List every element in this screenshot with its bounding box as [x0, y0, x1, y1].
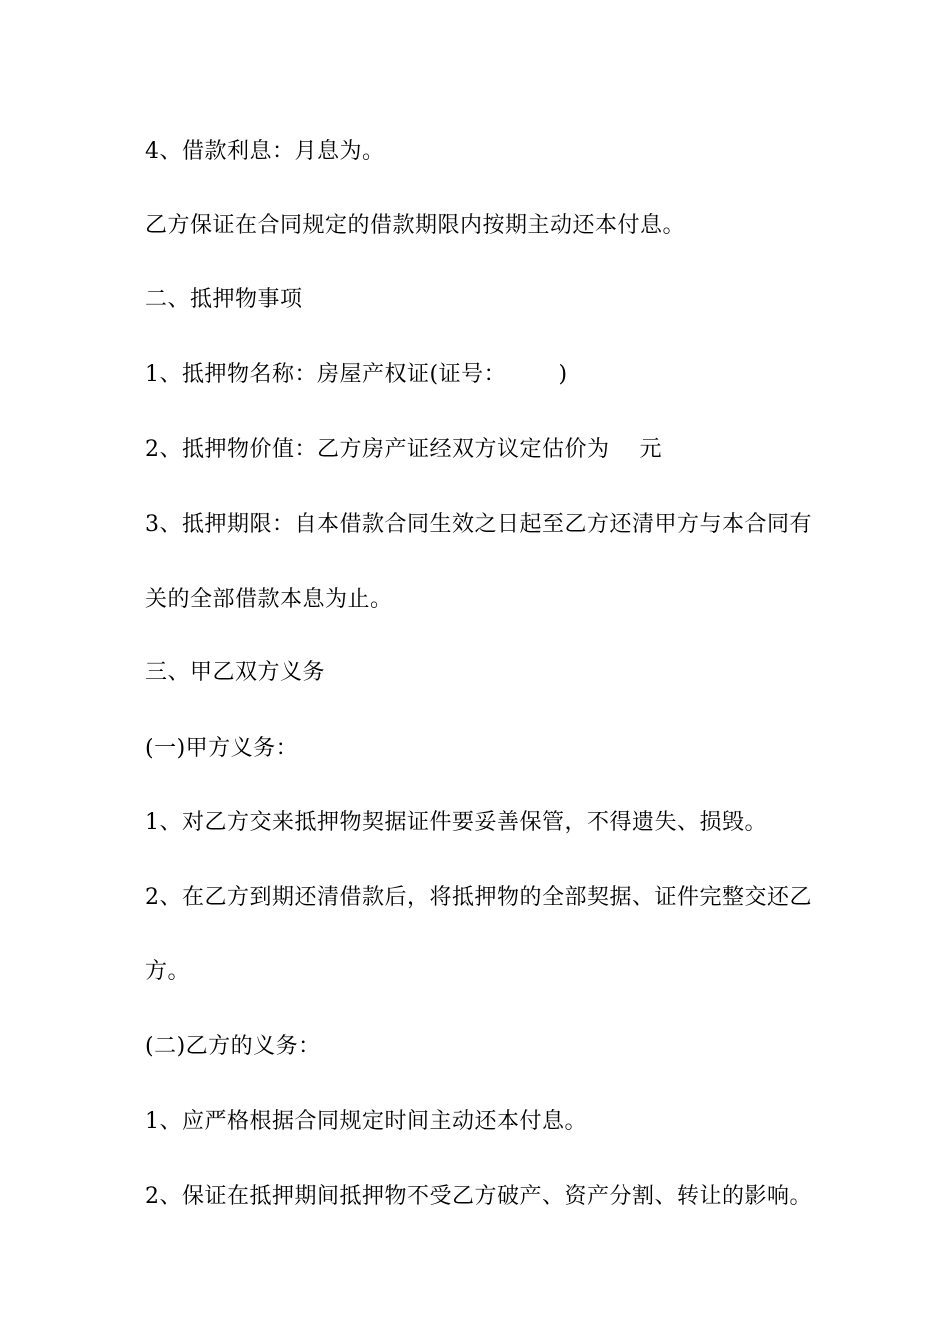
- section-heading-obligations: 三、甲乙双方义务: [145, 660, 326, 685]
- clause-party-b-guarantee: 2、保证在抵押期间抵押物不受乙方破产、资产分割、转让的影响。: [145, 1184, 812, 1209]
- clause-mortgage-term: 3、抵押期限：自本借款合同生效之日起至乙方还清甲方与本合同有: [145, 512, 812, 537]
- clause-interest: 4、借款利息：月息为。: [145, 139, 385, 164]
- subsection-heading-party-a: (一)甲方义务：: [145, 736, 299, 761]
- section-heading-collateral: 二、抵押物事项: [145, 287, 303, 312]
- clause-repayment-guarantee: 乙方保证在合同规定的借款期限内按期主动还本付息。: [145, 213, 686, 238]
- clause-party-a-return-continued: 方。: [145, 959, 191, 984]
- clause-party-a-safekeeping: 1、对乙方交来抵押物契据证件要妥善保管，不得遗失、损毁。: [145, 810, 767, 835]
- clause-party-a-return: 2、在乙方到期还清借款后，将抵押物的全部契据、证件完整交还乙: [145, 885, 812, 910]
- clause-party-b-repay: 1、应严格根据合同规定时间主动还本付息。: [145, 1109, 587, 1134]
- clause-collateral-value: 2、抵押物价值：乙方房产证经双方议定估价为 元: [145, 437, 662, 462]
- subsection-heading-party-b: (二)乙方的义务：: [145, 1034, 321, 1059]
- clause-mortgage-term-continued: 关的全部借款本息为止。: [145, 587, 393, 612]
- clause-collateral-name: 1、抵押物名称：房屋产权证(证号： ): [145, 362, 568, 387]
